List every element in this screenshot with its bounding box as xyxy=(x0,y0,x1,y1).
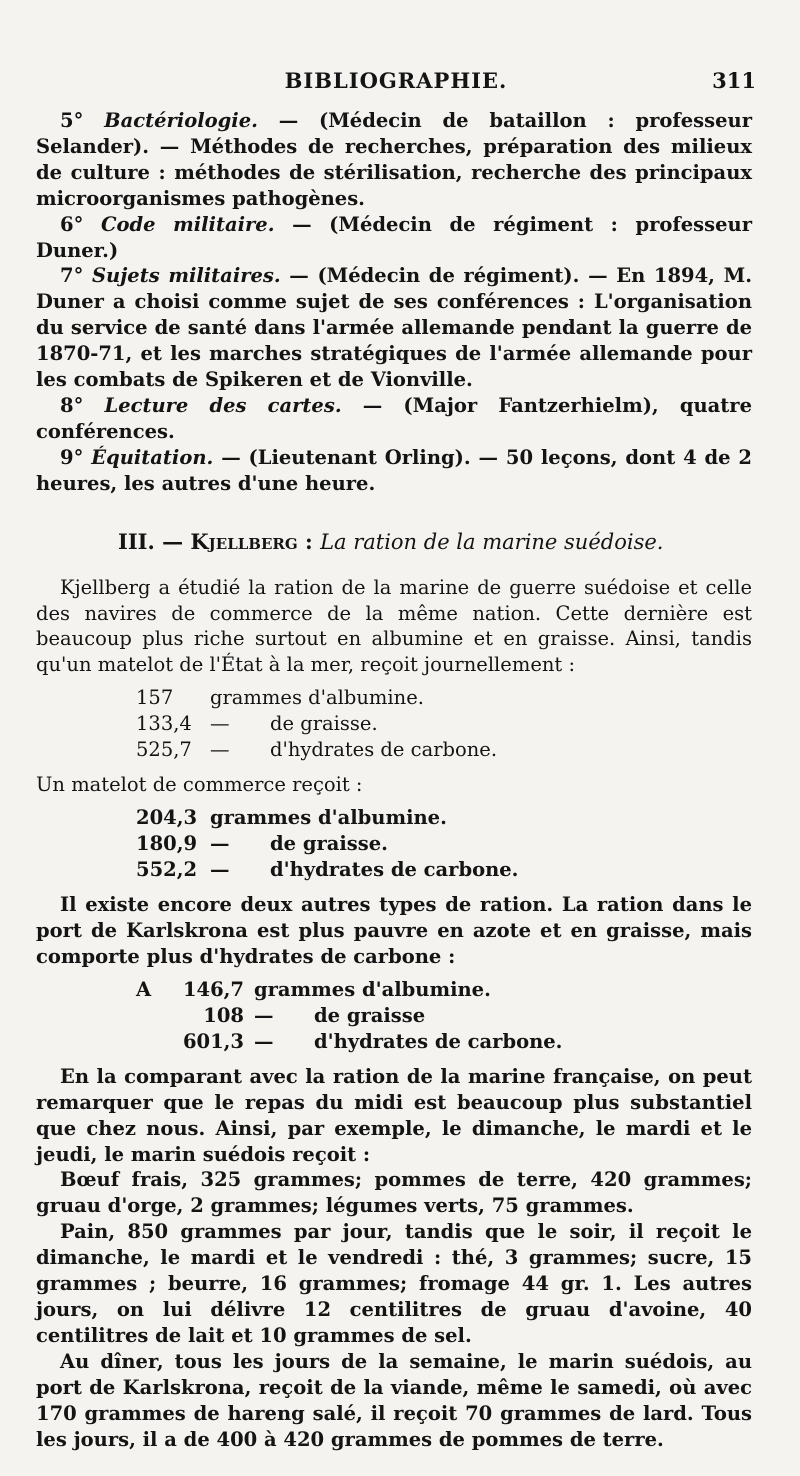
ration-qty: 157 xyxy=(136,686,174,710)
ration-qty: 108 xyxy=(203,1003,244,1027)
section-heading xyxy=(36,529,752,555)
running-title: BIBLIOGRAPHIE. xyxy=(284,68,508,93)
karlskrona-paragraph: Il existe encore deux autres types de ration. La ration dans le port de Karlskrona est plus pauvre en azote et en graisse, mais comporte plus d'hydrates de carbone : xyxy=(36,893,752,968)
list-item-text: — (Médecin de régiment). — En 1894, M. Duner a choisi comme sujet de ses conférences : L'organisation du service de santé dans l'armée allemande pendant la guerre de 1870-71, et les marches stratégiques de l'armée allemande pour les combats de Spikeren et de Vionville. xyxy=(36,264,752,392)
ration-qty: 133,4 xyxy=(136,712,192,736)
ration-item: d'hydrates de carbone. xyxy=(314,1029,563,1053)
bread-paragraph: Pain, 850 grammes par jour, tandis que le soir, il reçoit le dimanche, le mardi et le vendredi : thé, 3 grammes; sucre, 15 grammes ; beurre, 16 grammes; fromage 44 gr. 1. Les autres jours, on lui délivre 12 centilitres de gruau d'avoine, 40 centilitres de lait et 10 grammes de sel. xyxy=(36,1220,752,1347)
ration-item: grammes d'albumine. xyxy=(210,686,424,710)
page-header xyxy=(36,68,756,98)
list-item-number: 7° xyxy=(60,264,84,288)
ration-qty: 204,3 xyxy=(136,806,198,830)
ration-item: de graisse. xyxy=(270,712,378,736)
list-item-number: 5° xyxy=(60,109,84,132)
ration-merchant-table xyxy=(136,806,518,884)
list-item-title: Équitation. xyxy=(91,445,214,469)
ditto-dash: — xyxy=(210,738,230,762)
table-row xyxy=(136,978,562,1004)
ration-state-table xyxy=(136,686,497,764)
list-item-number: 6° xyxy=(60,212,84,236)
table-row xyxy=(136,712,497,738)
page-number: 311 xyxy=(712,68,756,93)
section-dash: — xyxy=(162,528,184,554)
list-item xyxy=(36,108,752,212)
ration-prefix: A xyxy=(136,977,152,1001)
ration-qty: 552,2 xyxy=(136,858,198,882)
table-row xyxy=(136,686,497,712)
section-numeral: III. xyxy=(118,528,155,554)
list-item-text: — (Médecin de bataillon : professeur Selander). — Méthodes de recherches, préparation des milieux de culture : méthodes de stérilisation, recherche des principaux microorganismes pathogènes. xyxy=(36,109,752,210)
ditto-dash: — xyxy=(210,858,230,882)
table-row xyxy=(136,832,518,858)
ditto-dash: — xyxy=(254,1003,274,1027)
list-item-text: — (Major Fantzerhielm), quatre conférences. xyxy=(36,393,752,443)
ditto-dash: — xyxy=(254,1029,274,1053)
list-item-number: 8° xyxy=(60,393,84,417)
ration-prefix xyxy=(136,1030,162,1056)
section-author: Kjellberg xyxy=(190,528,298,554)
table-row xyxy=(136,738,497,764)
ditto-dash: — xyxy=(210,832,230,856)
dinner-paragraph: Au dîner, tous les jours de la semaine, le marin suédois, au port de Karlskrona, reçoit de la viande, même le samedi, où avec 170 grammes de hareng salé, il reçoit 70 grammes de lard. Tous les jours, il a de 400 à 420 grammes de pommes de terre. xyxy=(36,1349,752,1451)
ration-qty: 525,7 xyxy=(136,738,192,762)
list-item xyxy=(36,393,752,445)
list-item-text: — (Médecin de régiment : professeur Duner.) xyxy=(36,212,752,262)
section-title: La ration de la marine suédoise. xyxy=(320,529,664,554)
page-body xyxy=(36,108,752,1452)
beef-paragraph: Bœuf frais, 325 grammes; pommes de terre, 420 grammes; gruau d'orge, 2 grammes; légumes verts, 75 grammes. xyxy=(36,1168,752,1218)
merchant-intro: Un matelot de commerce reçoit : xyxy=(36,773,363,797)
ration-item: d'hydrates de carbone. xyxy=(270,858,519,882)
list-item-title: Sujets militaires. xyxy=(91,264,281,288)
intro-paragraph: Kjellberg a étudié la ration de la marine de guerre suédoise et celle des navires de commerce de la même nation. Cette dernière est beaucoup plus riche surtout en albumine et en graisse. Ainsi, tandis qu'un matelot de l'État à la mer, reçoit journellement : xyxy=(36,575,752,677)
ditto-dash: — xyxy=(210,712,230,736)
ration-item: grammes d'albumine. xyxy=(210,806,447,830)
list-item-title: Bactériologie. xyxy=(104,109,258,132)
ration-karlskrona-table xyxy=(136,978,562,1056)
ration-item: de graisse xyxy=(314,1003,426,1027)
table-row xyxy=(136,1004,562,1030)
table-row xyxy=(136,1030,562,1056)
list-item xyxy=(36,263,752,393)
comparison-paragraph: En la comparant avec la ration de la marine française, on peut remarquer que le repas du midi est beaucoup plus substantiel que chez nous. Ainsi, par exemple, le dimanche, le mardi et le jeudi, le marin suédois reçoit : xyxy=(36,1064,752,1166)
ration-item: d'hydrates de carbone. xyxy=(270,738,498,762)
ration-prefix xyxy=(136,1004,162,1030)
ration-qty: 180,9 xyxy=(136,832,198,856)
table-row xyxy=(136,806,518,832)
list-item-number: 9° xyxy=(60,445,84,469)
list-item xyxy=(36,212,752,264)
ration-qty: 146,7 xyxy=(182,977,244,1001)
list-item-text: — (Lieutenant Orling). — 50 leçons, dont 4 de 2 heures, les autres d'une heure. xyxy=(36,445,752,495)
section-colon: : xyxy=(304,528,313,554)
ration-qty: 601,3 xyxy=(182,1029,244,1053)
list-item-title: Code militaire. xyxy=(100,212,275,236)
ration-item: grammes d'albumine. xyxy=(254,977,491,1001)
ration-item: de graisse. xyxy=(270,832,388,856)
table-row xyxy=(136,858,518,884)
list-item-title: Lecture des cartes. xyxy=(104,393,342,417)
list-item xyxy=(36,445,752,497)
